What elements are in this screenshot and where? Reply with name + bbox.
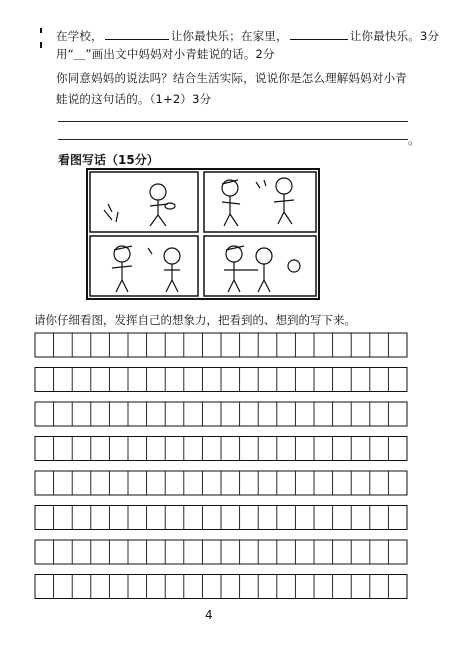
grid-row[interactable] xyxy=(35,333,407,357)
margin-tick-top xyxy=(40,28,42,33)
panel-4-figures xyxy=(224,246,300,292)
q1-text-c: 让你最快乐。3分 xyxy=(349,29,440,43)
grid-row[interactable] xyxy=(35,471,407,495)
panel-1-figure xyxy=(104,184,175,226)
q1-text-a: 在学校， xyxy=(56,29,103,43)
grid-row[interactable] xyxy=(35,437,407,461)
fill-blank-home[interactable] xyxy=(290,29,348,40)
grid-row[interactable] xyxy=(35,540,407,564)
section-title: 看图写话（15分） xyxy=(58,153,159,167)
q1-text-b: 让你最快乐；在家里， xyxy=(170,29,288,43)
answer-end-period: 。 xyxy=(408,133,421,147)
panel-2-figures xyxy=(222,178,294,226)
grid-row[interactable] xyxy=(35,368,407,392)
fill-blank-school[interactable] xyxy=(105,29,169,40)
question-line-3: 你同意妈妈的说法吗？结合生活实际，说说你是怎么理解妈妈对小青 xyxy=(56,71,407,85)
margin-tick-mid xyxy=(40,42,42,48)
answer-line-2[interactable] xyxy=(58,139,408,140)
writing-instruction: 请你仔细看图，发挥自己的想象力，把看到的、想到的写下来。 xyxy=(34,313,356,327)
grid-row[interactable] xyxy=(35,402,407,426)
writing-grid-lines xyxy=(34,332,408,604)
grid-row[interactable] xyxy=(35,506,407,530)
answer-line-1[interactable] xyxy=(58,121,408,122)
panel-3-figures xyxy=(112,246,180,292)
grid-row[interactable] xyxy=(35,575,407,599)
comic-strip xyxy=(86,168,320,300)
page-number: 4 xyxy=(205,608,213,622)
writing-grid[interactable] xyxy=(34,332,408,604)
comic-drawing xyxy=(88,170,318,298)
question-line-1 xyxy=(56,28,439,44)
question-line-2: 用“＿”画出文中妈妈对小青蛙说的话。2分 xyxy=(56,47,275,61)
question-line-4: 蛙说的这句话的。（1+2）3分 xyxy=(56,92,212,106)
